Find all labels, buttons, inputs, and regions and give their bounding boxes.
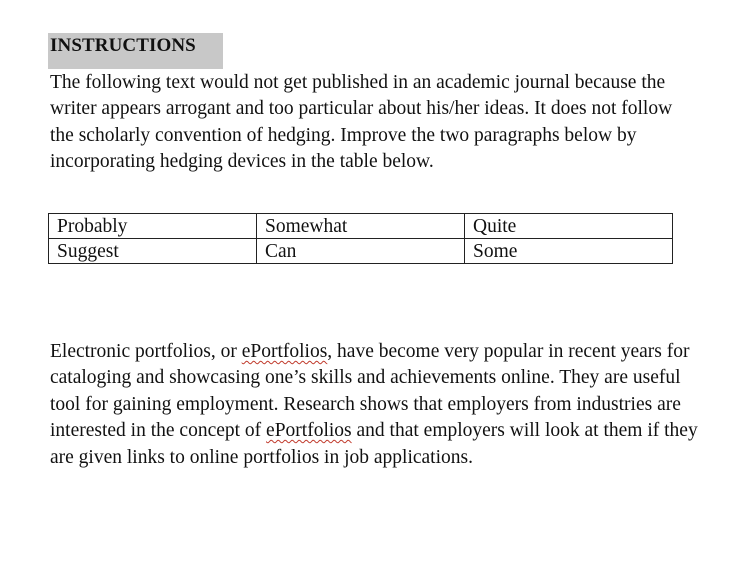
- body-paragraph: [50, 339, 700, 471]
- eportfolio-paragraph: [50, 339, 700, 471]
- table-cell: Some: [465, 239, 673, 264]
- spellcheck-flagged-word[interactable]: ePortfolios: [266, 420, 352, 442]
- instructions-text: [50, 70, 690, 176]
- table-cell: Somewhat: [257, 214, 465, 239]
- instructions-heading: INSTRUCTIONS: [48, 33, 223, 69]
- spellcheck-flagged-word[interactable]: ePortfolios: [241, 341, 328, 362]
- paragraph-text: and that employers will look at them if they are given links to online portfolios in job applications.: [50, 420, 698, 468]
- hedging-devices-table: [48, 213, 673, 264]
- paragraph-text: , have become very popular in recent years for cataloging and showcasing one’s skills and achievements online. They are useful tool for gaining employment. Research shows that employers from industries are interested in the concept of: [50, 341, 690, 442]
- table-cell: Probably: [49, 214, 257, 239]
- table-row: [49, 239, 673, 264]
- table-row: [49, 214, 673, 239]
- intro-paragraph: The following text would not get published in an academic journal because the writer appears arrogant and too particular about his/her ideas. It does not follow the scholarly convention of hedging. Improve the two paragraphs below by incorporating hedging devices in the table below.: [50, 72, 673, 173]
- paragraph-text: Electronic portfolios, or: [50, 341, 242, 362]
- table-cell: Can: [257, 239, 465, 264]
- table-cell: Suggest: [49, 239, 257, 264]
- table-cell: Quite: [465, 214, 673, 239]
